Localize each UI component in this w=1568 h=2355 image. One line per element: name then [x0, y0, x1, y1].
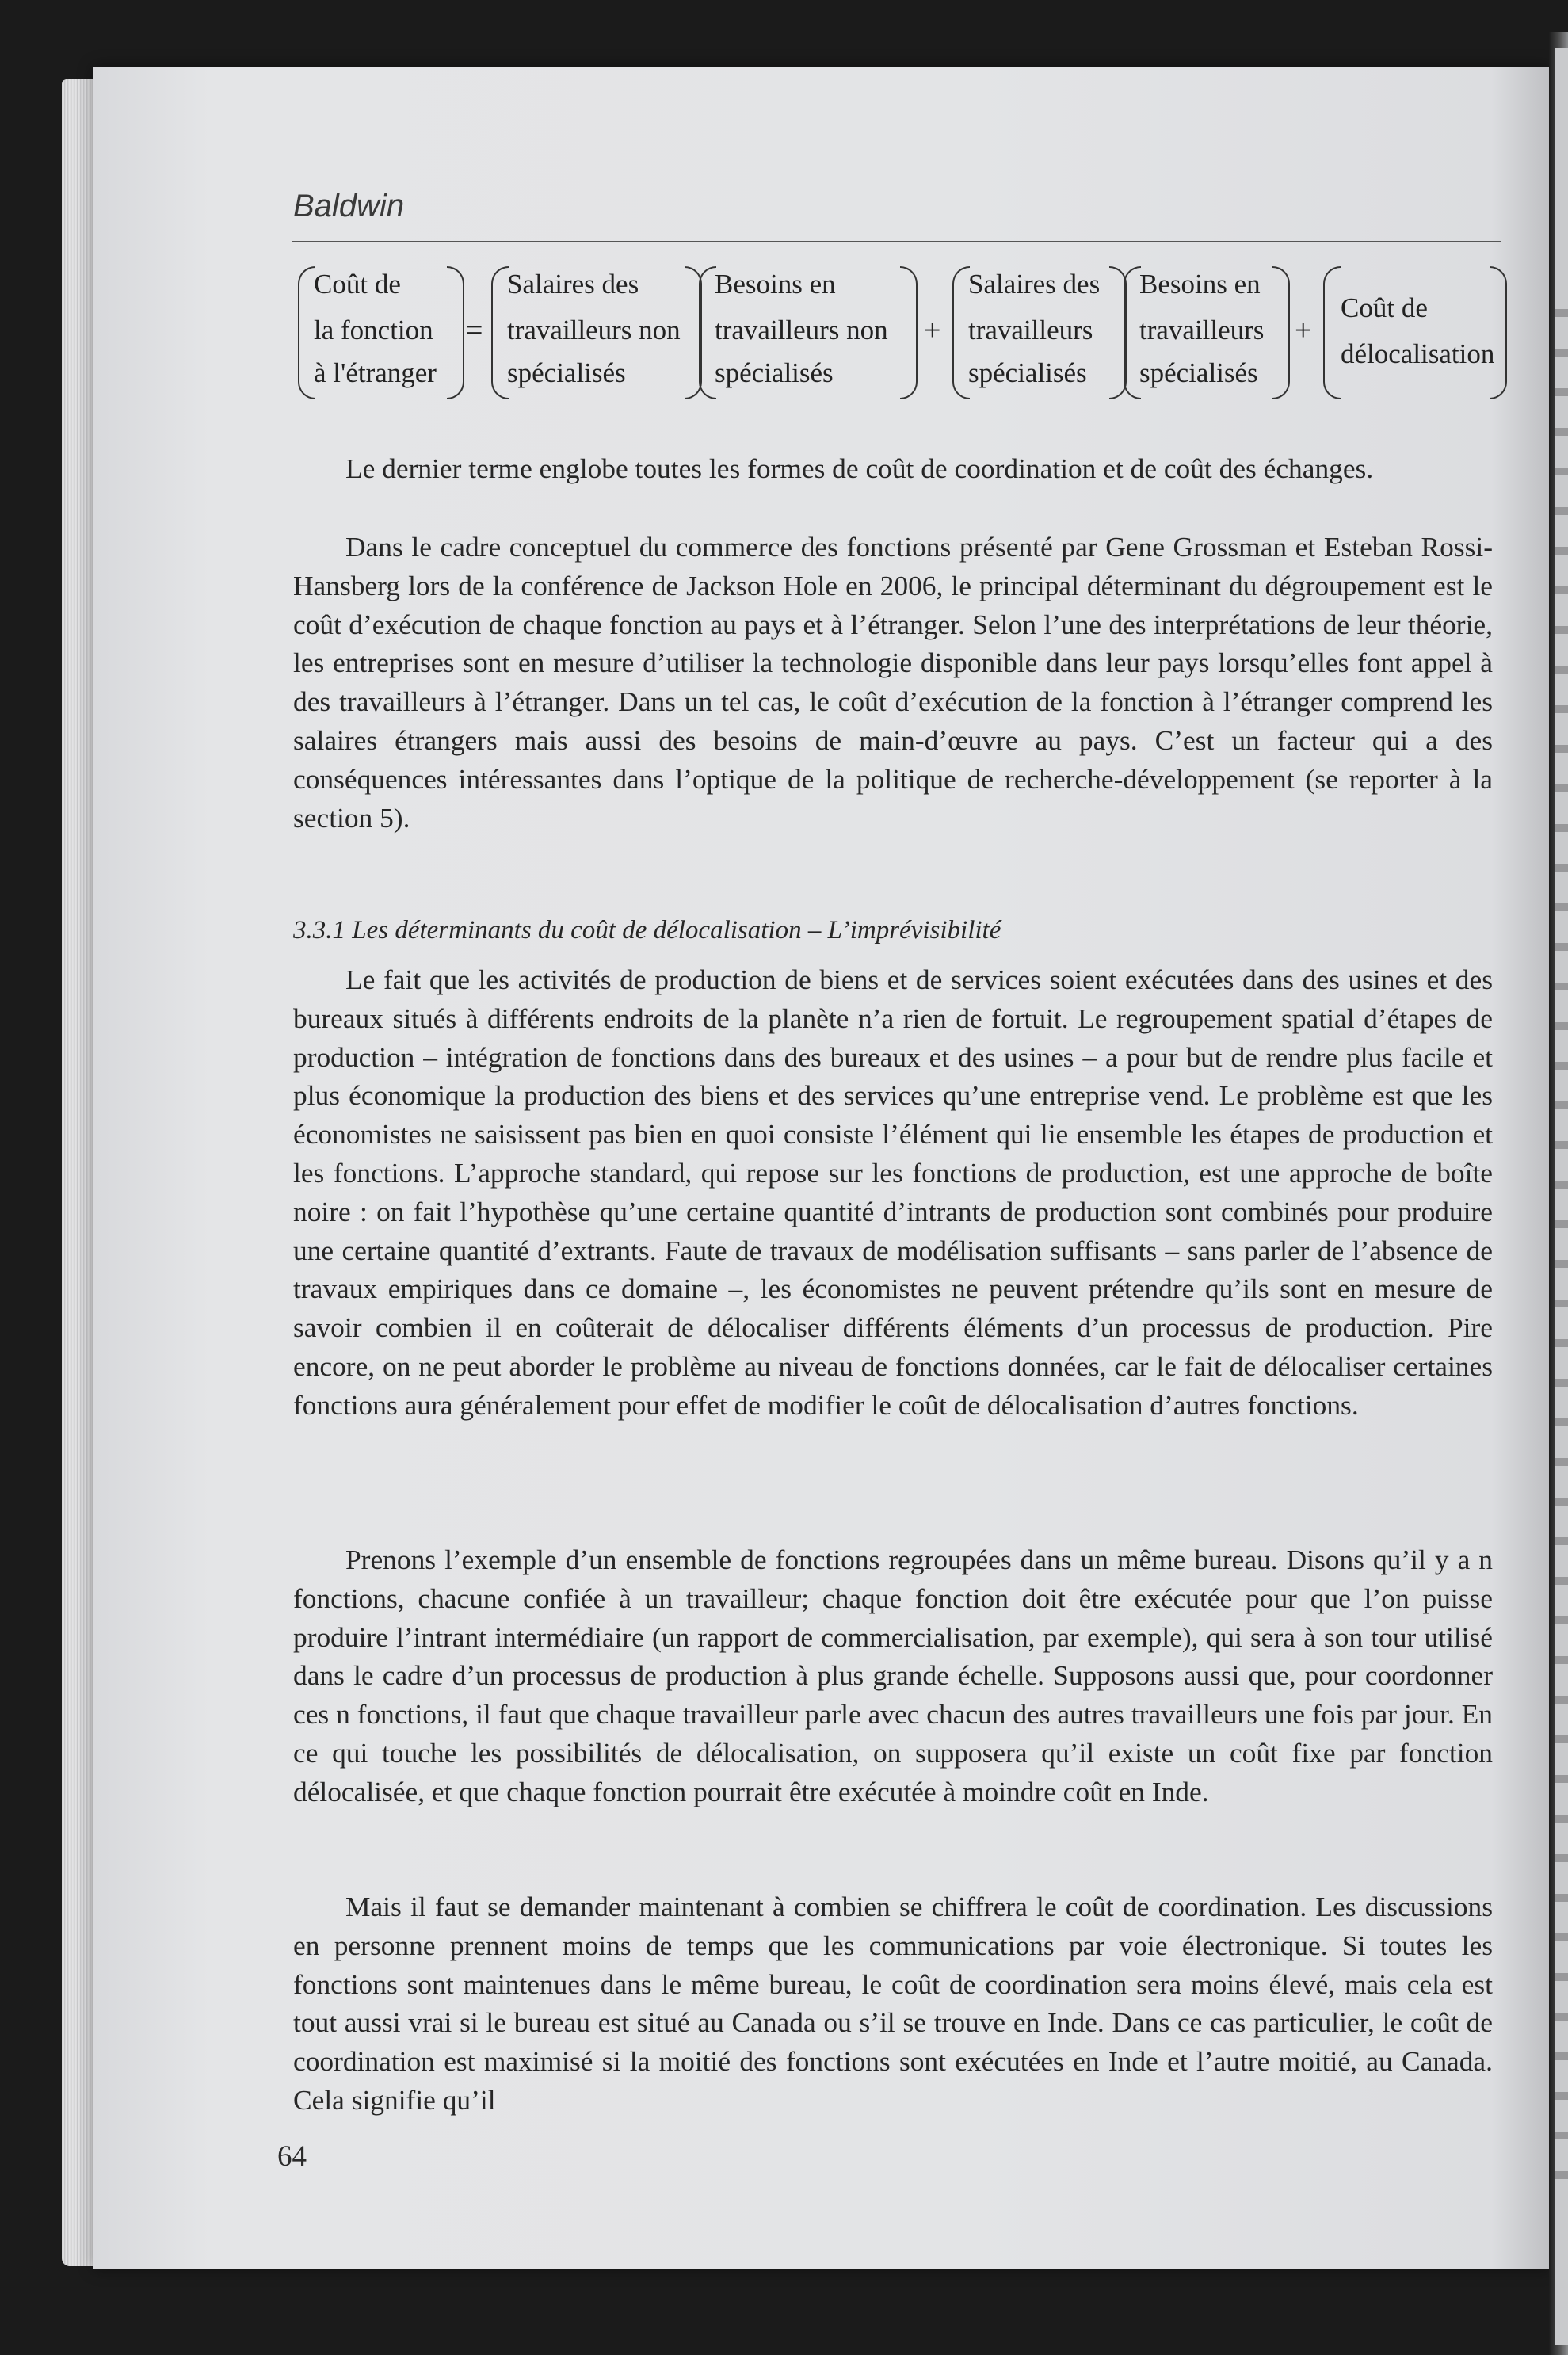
paragraph-4: Prenons l’exemple d’un ensemble de fonctions regroupées dans un même bureau. Disons qu’il y a n fonctions, chacune confiée à un travailleur; chaque fonction doit être exécutée pour que l’on puisse produire l’intrant intermédiaire (un rapport de commercialisation, par exemple), qui sera à son tour utilisé dans le cadre d’un processus de production à plus grande échelle. Supposons aussi que, pour coordonner ces n fonctions, il faut que chaque travailleur parle avec chacun des autres travailleurs une fois par jour. En ce qui touche les possibilités de délocalisation, on supposera qu’il existe un coût fixe par fonction délocalisée, et que chaque fonction pourrait être exécutée à moindre coût en Inde.: [293, 1544, 1493, 1807]
equation-line: travailleurs: [1139, 315, 1265, 345]
left-paren: [491, 266, 509, 399]
paragraph-1: Le dernier terme englobe toutes les formes de coût de coordination et de coût des échanges.: [345, 452, 1374, 484]
equation-group-5: [1323, 261, 1507, 401]
paragraph-3: Le fait que les activités de production de biens et de services soient exécutées dans des usines et des bureaux situés à différents endroits de la planète n’a rien de fortuit. Le regroupement spatial d’étapes de production – intégration de fonctions dans des bureaux et des usines – a pour but de rendre plus facile et plus économique la production des biens et des services qu’une entreprise vend. Le problème est que les économistes ne saisissent pas bien en quoi consiste l’élément qui lie ensemble les étapes de production et les fonctions. L’approche standard, qui repose sur les fonctions de production, est une approche de boîte noire : on fait l’hypothèse qu’une certaine quantité d’intrants de production sont combinés pour produire une certaine quantité d’extrants. Faute de travaux de modélisation suffisants – sans parler de l’absence de travaux empiriques dans ce domaine –, les économistes ne peuvent prétendre qu’ils sont en mesure de savoir combien il en coûterait de délocaliser différents éléments d’un processus de production. Pire encore, on ne peut aborder le problème au niveau de fonctions données, car le fait de délocaliser certaines fonctions aura généralement pour effet de modifier le coût de délocalisation d’autres fonctions.: [293, 964, 1493, 1421]
left-paren: [1124, 266, 1141, 399]
equation-line: Salaires des: [968, 269, 1101, 300]
left-paren: [298, 266, 315, 399]
equation-lhs: [298, 261, 464, 401]
equation-line: spécialisés: [507, 357, 626, 388]
equation-line: Besoins en: [1139, 269, 1261, 300]
equation-group-4: [1124, 261, 1290, 401]
equation-line: travailleurs non: [507, 315, 681, 345]
header-rule: [292, 241, 1501, 242]
equation-line: la fonction: [314, 315, 433, 345]
paragraph-2: Dans le cadre conceptuel du commerce des fonctions présenté par Gene Grossman et Esteban Rossi-Hansberg lors de la conférence de Jackson Hole en 2006, le principal déterminant du dégroupement est le coût d’exécution de chaque fonction au pays et à l’étranger. Selon l’une des interprétations de leur théorie, les entreprises sont en mesure d’utiliser la technologie disponible dans leur pays lorsqu’elles font appel à des travailleurs à l’étranger. Dans un tel cas, le coût d’exécution de la fonction à l’étranger comprend les salaires étrangers mais aussi des besoins de main-d’œuvre au pays. C’est un facteur qui a des conséquences intéressantes dans l’optique de la politique de recherche-développement (se reporter à la section 5).: [293, 531, 1493, 834]
right-paren: [1490, 266, 1507, 399]
equation-group-2: [699, 261, 918, 401]
facing-page-text-fragments: [1555, 285, 1568, 2187]
page-number: 64: [277, 2140, 307, 2173]
right-paren: [447, 266, 464, 399]
running-head: Baldwin: [293, 189, 405, 223]
section-heading: 3.3.1 Les déterminants du coût de délocalisation – L’imprévisibilité: [293, 916, 1001, 945]
right-paren: [1272, 266, 1290, 399]
equation-group-1: [491, 261, 702, 401]
right-paren: [900, 266, 918, 399]
equation-line: à l'étranger: [314, 357, 437, 388]
equation-line: spécialisés: [968, 357, 1087, 388]
plus-sign: +: [924, 314, 941, 347]
facing-page-edge: [1555, 48, 1568, 2345]
cost-equation: [298, 261, 1518, 404]
left-paren: [699, 266, 716, 399]
equation-line: travailleurs non: [715, 315, 888, 345]
plus-sign: +: [1295, 314, 1312, 347]
equation-line: délocalisation: [1341, 338, 1495, 369]
equation-line: Besoins en: [715, 269, 836, 300]
equation-line: spécialisés: [715, 357, 834, 388]
equation-line: Salaires des: [507, 269, 639, 300]
equation-group-3: [952, 261, 1127, 401]
equation-line: travailleurs: [968, 315, 1093, 345]
equation-line: spécialisés: [1139, 357, 1258, 388]
equals-sign: =: [466, 314, 483, 347]
equation-line: Coût de: [314, 269, 401, 300]
paragraph-5: Mais il faut se demander maintenant à combien se chiffrera le coût de coordination. Les discussions en personne prennent moins de temps que les communications par voie électronique. Si toutes les fonctions sont maintenues dans le même bureau, le coût de coordination sera moins élevé, mais cela est tout aussi vrai si le bureau est situé au Canada ou s’il se trouve en Inde. Dans ce cas particulier, le coût de coordination est maximisé si la moitié des fonctions sont exécutées en Inde et l’autre moitié, au Canada. Cela signifie qu’il: [293, 1891, 1493, 2116]
left-paren: [952, 266, 970, 399]
left-paren: [1323, 266, 1341, 399]
equation-line: Coût de: [1341, 292, 1428, 323]
